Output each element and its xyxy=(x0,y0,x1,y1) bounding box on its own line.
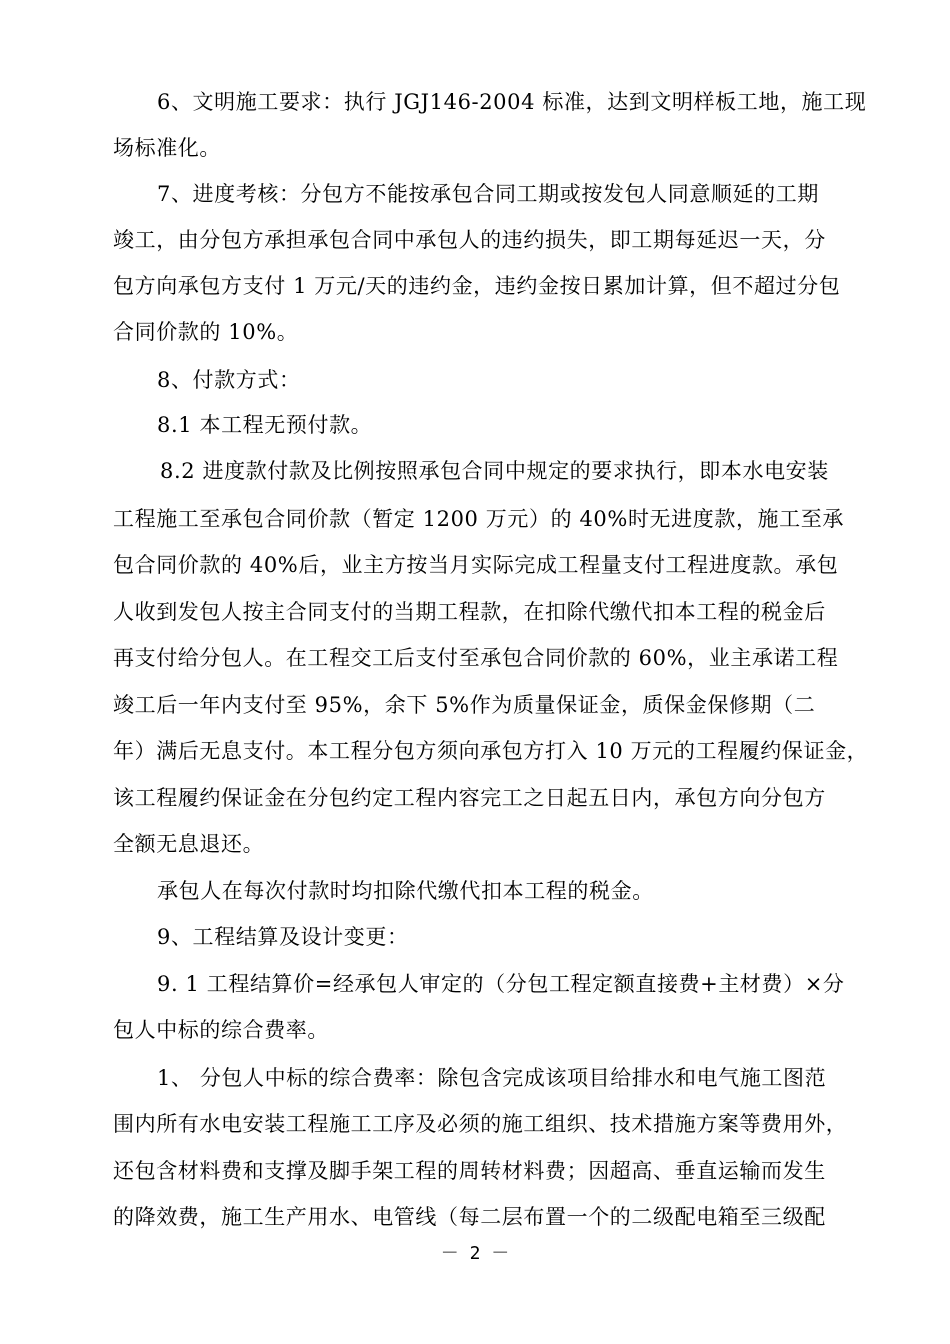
text-line: 合同价款的 10%。 xyxy=(113,320,299,344)
text-line: 7、进度考核：分包方不能按承包合同工期或按发包人同意顺延的工期 xyxy=(157,182,819,206)
text-line: 8.2 进度款付款及比例按照承包合同中规定的要求执行，即本水电安装 xyxy=(160,459,829,483)
text-line: 竣工后一年内支付至 95%，余下 5%作为质量保证金，质保金保修期（二 xyxy=(113,693,816,717)
text-line: 工程施工至承包合同价款（暂定 1200 万元）的 40%时无进度款，施工至承 xyxy=(113,507,844,531)
text-line: 该工程履约保证金在分包约定工程内容完工之日起五日内，承包方向分包方 xyxy=(113,786,826,810)
text-line: 9、工程结算及设计变更： xyxy=(157,925,409,949)
text-line: 包合同价款的 40%后，业主方按当月实际完成工程量支付工程进度款。承包 xyxy=(113,553,839,577)
text-line: 的降效费，施工生产用水、电管线（每二层布置一个的二级配电箱至三级配 xyxy=(113,1205,826,1229)
text-line: 9. 1 工程结算价=经承包人审定的（分包工程定额直接费+主材费）×分 xyxy=(157,972,845,996)
page-number: － 2 － xyxy=(440,1243,510,1264)
text-line: 包人中标的综合费率。 xyxy=(113,1018,329,1042)
text-line: 全额无息退还。 xyxy=(113,832,265,856)
text-line: 8.1 本工程无预付款。 xyxy=(157,413,373,437)
text-line: 竣工，由分包方承担承包合同中承包人的违约损失，即工期每延迟一天，分 xyxy=(113,228,826,252)
text-line: 再支付给分包人。在工程交工后支付至承包合同价款的 60%，业主承诺工程 xyxy=(113,646,839,670)
text-line: 年）满后无息支付。本工程分包方须向承包方打入 10 万元的工程履约保证金， xyxy=(113,739,869,763)
text-line: 场标准化。 xyxy=(113,136,221,160)
text-line: 包方向承包方支付 1 万元/天的违约金，违约金按日累加计算，但不超过分包 xyxy=(113,274,841,298)
text-line: 承包人在每次付款时均扣除代缴代扣本工程的税金。 xyxy=(157,879,654,903)
text-line: 围内所有水电安装工程施工工序及必须的施工组织、技术措施方案等费用外， xyxy=(113,1112,848,1136)
text-line: 还包含材料费和支撑及脚手架工程的周转材料费；因超高、垂直运输而发生 xyxy=(113,1159,826,1183)
text-line: 6、文明施工要求：执行 JGJ146-2004 标准，达到文明样板工地，施工现 xyxy=(157,90,867,114)
text-line: 1、 分包人中标的综合费率：除包含完成该项目给排水和电气施工图范 xyxy=(157,1066,827,1090)
text-line: 8、付款方式： xyxy=(157,368,301,392)
text-line: 人收到发包人按主合同支付的当期工程款，在扣除代缴代扣本工程的税金后 xyxy=(113,600,826,624)
